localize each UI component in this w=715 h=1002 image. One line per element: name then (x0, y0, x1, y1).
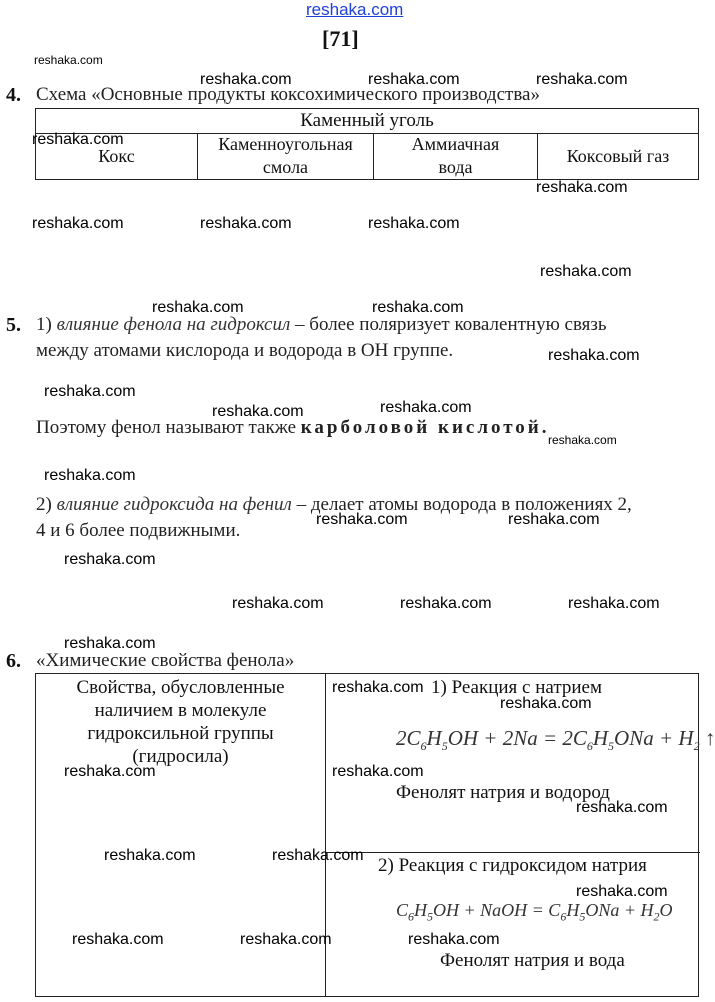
watermark: reshaka.com (576, 799, 668, 816)
q5-p2-bold: карболовой кислотой. (300, 417, 550, 438)
table-cell-ammonia-water (374, 133, 538, 179)
eq-sub: 6 (420, 739, 427, 754)
eq-sub: 5 (427, 909, 434, 924)
watermark: reshaka.com (368, 215, 460, 232)
watermark: reshaka.com (316, 511, 408, 528)
table-cell-coal-tar (198, 133, 374, 179)
q5-p3-italic: влияние гидроксида на фенил (56, 494, 292, 515)
cell-line: Свойства, обусловленные (76, 677, 285, 698)
eq-sub: 2 (653, 909, 660, 924)
cell-line: смола (262, 157, 309, 177)
eq-sub: 5 (608, 739, 615, 754)
table-header-coal: Каменный уголь (36, 109, 698, 134)
watermark: reshaka.com (64, 551, 156, 568)
watermark: reshaka.com (536, 71, 628, 88)
watermark: reshaka.com (34, 53, 103, 67)
question-4-number: 4. (6, 84, 21, 106)
question-6-number: 6. (6, 650, 21, 672)
question-6-title: «Химические свойства фенола» (36, 650, 295, 671)
q5-p1-prefix: 1) (36, 314, 52, 335)
q5-paragraph-1 (36, 314, 607, 336)
watermark: reshaka.com (380, 399, 472, 416)
q5-p3-line2: 4 и 6 более подвижными. (36, 520, 241, 541)
eq-sub: 6 (408, 909, 415, 924)
watermark: reshaka.com (576, 883, 668, 900)
watermark: reshaka.com (272, 847, 364, 864)
eq-part: 2C (396, 726, 421, 750)
cell-line: Аммиачная (411, 134, 500, 154)
eq-part: OH + 2Na = 2C (447, 726, 587, 750)
site-header-link[interactable]: reshaka.com (306, 0, 404, 19)
table-cell-coke-gas (538, 133, 698, 179)
reaction-2-product: Фенолят натрия и вода (440, 950, 625, 971)
cell-line: (гидросила) (132, 746, 229, 767)
watermark: reshaka.com (332, 679, 424, 696)
watermark: reshaka.com (368, 71, 460, 88)
watermark: reshaka.com (72, 931, 164, 948)
watermark: reshaka.com (536, 179, 628, 196)
watermark: reshaka.com (32, 131, 124, 148)
eq-part: C (396, 900, 409, 920)
q5-p1-line2: между атомами кислорода и водорода в ОН группе. (36, 340, 454, 361)
watermark: reshaka.com (400, 595, 492, 612)
eq-part: ONa + H (614, 726, 694, 750)
cell-line: Кокс (98, 145, 135, 166)
reaction-1-equation (396, 726, 715, 754)
watermark: reshaka.com (548, 433, 617, 447)
reaction-2-title: 2) Реакция с гидроксидом натрия (378, 855, 647, 876)
watermark: reshaka.com (568, 595, 660, 612)
watermark: reshaka.com (104, 847, 196, 864)
q5-p1-rest: – более поляризует ковалентную связь (295, 314, 607, 335)
cell-line: Коксовый газ (566, 145, 670, 166)
question-5-number: 5. (6, 314, 21, 336)
q5-p2-text: Поэтому фенол называют также (36, 417, 296, 438)
watermark: reshaka.com (200, 71, 292, 88)
watermark: reshaka.com (152, 299, 244, 316)
eq-sub: 5 (579, 909, 586, 924)
q5-p3-rest: – делает атомы водорода в положениях 2, (296, 494, 632, 515)
watermark: reshaka.com (540, 263, 632, 280)
watermark: reshaka.com (240, 931, 332, 948)
cell-line: вода (438, 157, 473, 177)
watermark: reshaka.com (64, 763, 156, 780)
watermark: reshaka.com (372, 299, 464, 316)
q5-p1-italic: влияние фенола на гидроксил (56, 314, 291, 335)
eq-part: ↑ (699, 726, 715, 750)
watermark: reshaka.com (548, 347, 640, 364)
page-number: [71] (322, 26, 359, 51)
eq-part: H (566, 900, 580, 920)
reaction-1-product: Фенолят натрия и водород (396, 782, 610, 803)
watermark: reshaka.com (500, 695, 592, 712)
cell-line: Каменноугольная (218, 134, 353, 154)
cell-line: наличием в молекуле (94, 700, 267, 721)
reaction-1-title: 1) Реакция с натрием (431, 677, 602, 698)
eq-part: O (659, 900, 673, 920)
watermark: reshaka.com (200, 215, 292, 232)
watermark: reshaka.com (44, 467, 136, 484)
eq-sub: 6 (586, 739, 593, 754)
eq-part: ONa + H (585, 900, 654, 920)
coke-products-table (35, 108, 699, 180)
watermark: reshaka.com (508, 511, 600, 528)
watermark: reshaka.com (212, 403, 304, 420)
eq-sub: 2 (693, 739, 700, 754)
eq-part: H (426, 726, 442, 750)
cell-line: гидроксильной группы (87, 723, 274, 744)
reaction-2-equation (396, 900, 672, 925)
q5-p3-prefix: 2) (36, 494, 52, 515)
eq-sub: 6 (560, 909, 567, 924)
watermark: reshaka.com (232, 595, 324, 612)
eq-sub: 5 (441, 739, 448, 754)
table-divider-horizontal (325, 852, 700, 853)
eq-part: H (414, 900, 428, 920)
question-4-title: Схема «Основные продукты коксохимического производства» (36, 84, 540, 105)
eq-part: H (592, 726, 609, 750)
watermark: reshaka.com (32, 215, 124, 232)
hydroxyl-properties-cell (36, 676, 325, 768)
watermark: reshaka.com (332, 763, 424, 780)
watermark: reshaka.com (44, 383, 136, 400)
eq-part: OH + NaOH = C (433, 900, 561, 920)
watermark: reshaka.com (408, 931, 500, 948)
watermark: reshaka.com (64, 635, 156, 652)
